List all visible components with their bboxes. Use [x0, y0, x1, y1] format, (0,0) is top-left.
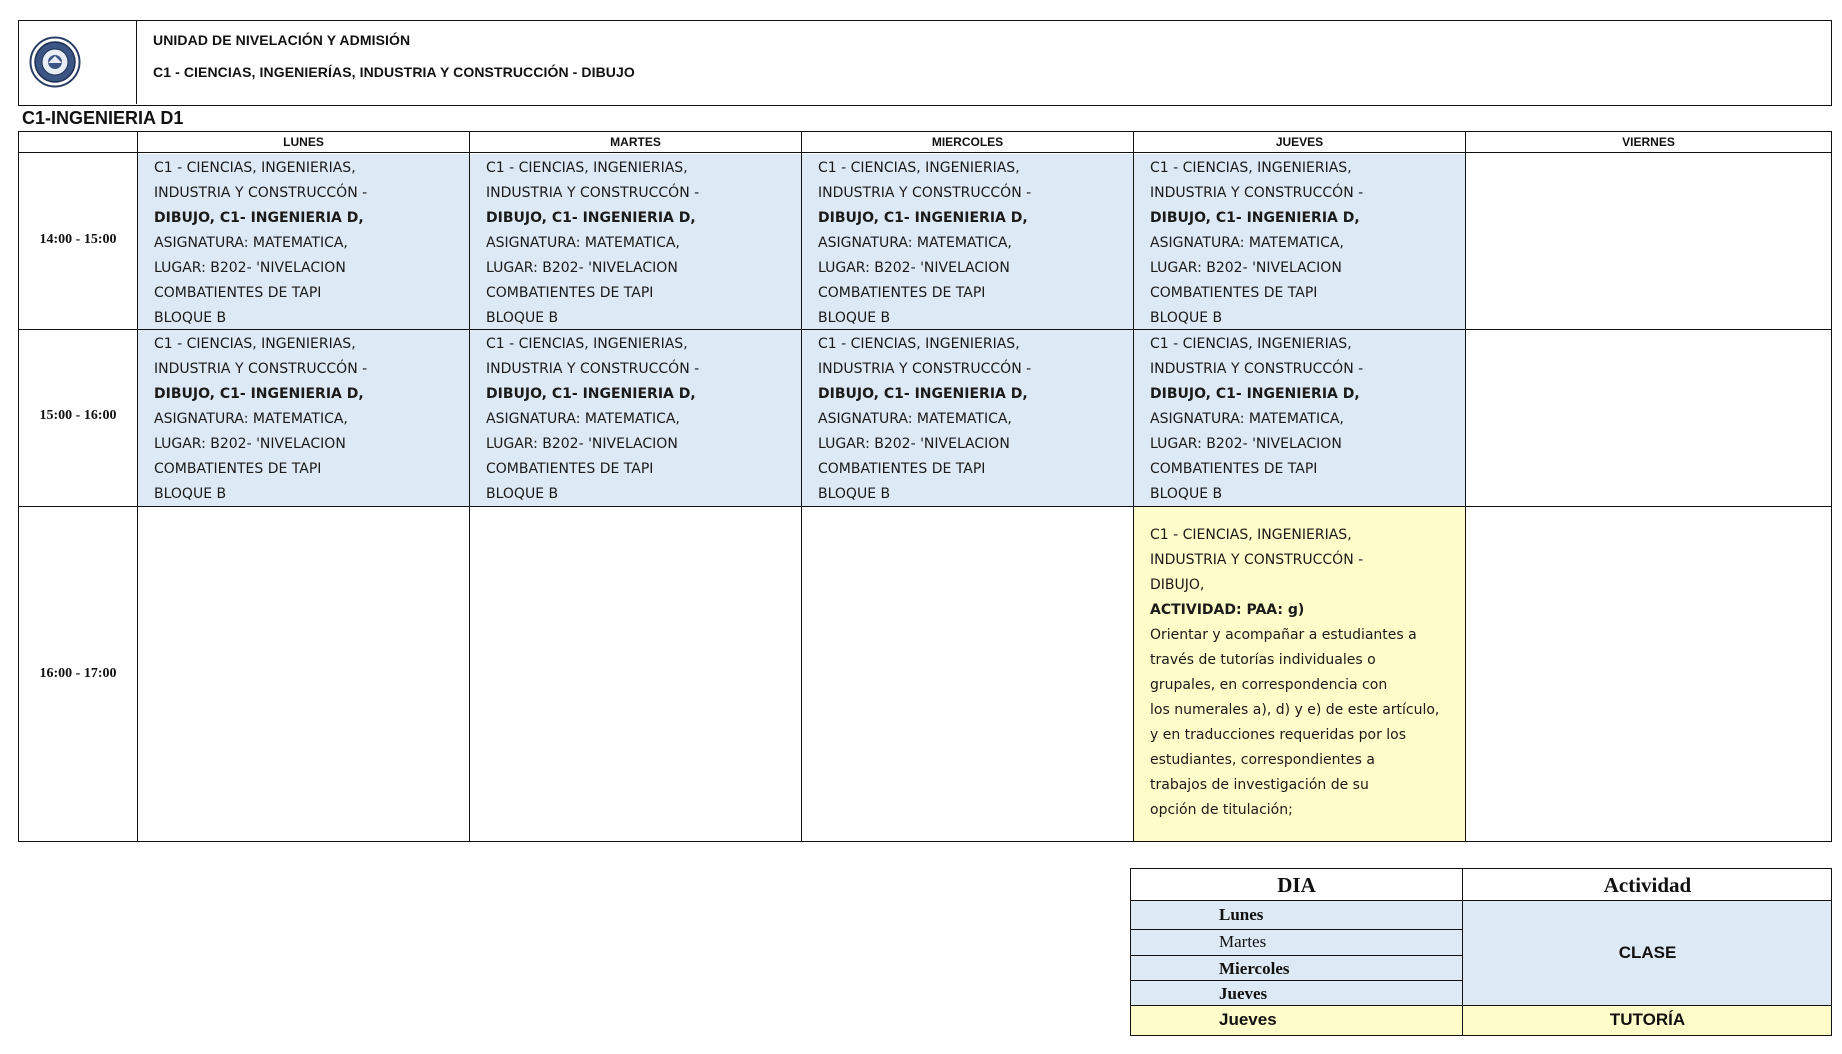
institution-name: UNIDAD DE NIVELACIÓN Y ADMISIÓN	[153, 32, 411, 48]
university-seal-icon	[29, 36, 81, 88]
legend-divider	[1131, 900, 1831, 901]
day-header-jueves: JUEVES	[1275, 135, 1324, 149]
day-header-lunes: LUNES	[283, 135, 324, 149]
legend-divider	[1131, 929, 1462, 930]
logo-cell	[19, 21, 137, 104]
class-cell-martes-14: C1 - CIENCIAS, INGENIERIAS, INDUSTRIA Y CONSTRUCCÓN - DIBUJO, C1- INGENIERIA D, ASIGNATURA: MATEMATICA, LUGAR: B202- 'NIVELACION COMBATIENTES DE TAPI BLOQUE B	[470, 154, 801, 329]
grid-line	[19, 506, 1831, 507]
legend-day-jueves: Jueves	[1219, 984, 1268, 1003]
program-name: C1 - CIENCIAS, INGENIERÍAS, INDUSTRIA Y CONSTRUCCIÓN - DIBUJO	[153, 64, 635, 80]
grid-line	[1133, 132, 1134, 841]
class-cell-martes-15: C1 - CIENCIAS, INGENIERIAS, INDUSTRIA Y CONSTRUCCÓN - DIBUJO, C1- INGENIERIA D, ASIGNATURA: MATEMATICA, LUGAR: B202- 'NIVELACION COMBATIENTES DE TAPI BLOQUE B	[470, 330, 801, 506]
group-title: C1-INGENIERIA D1	[22, 108, 184, 128]
legend-day-lunes: Lunes	[1219, 905, 1264, 924]
class-cell-miercoles-15: C1 - CIENCIAS, INGENIERIAS, INDUSTRIA Y CONSTRUCCÓN - DIBUJO, C1- INGENIERIA D, ASIGNATURA: MATEMATICA, LUGAR: B202- 'NIVELACION COMBATIENTES DE TAPI BLOQUE B	[802, 330, 1133, 506]
legend-header-dia: DIA	[1277, 873, 1316, 897]
time-slot-15: 15:00 - 16:00	[39, 408, 117, 423]
class-cell-lunes-15: C1 - CIENCIAS, INGENIERIAS, INDUSTRIA Y CONSTRUCCÓN - DIBUJO, C1- INGENIERIA D, ASIGNATURA: MATEMATICA, LUGAR: B202- 'NIVELACION COMBATIENTES DE TAPI BLOQUE B	[138, 330, 469, 506]
schedule-table	[18, 131, 1832, 842]
grid-line	[1465, 132, 1466, 841]
grid-line	[801, 132, 802, 841]
day-header-miercoles: MIERCOLES	[931, 135, 1004, 149]
tutoria-cell-jueves-16: C1 - CIENCIAS, INGENIERIAS, INDUSTRIA Y CONSTRUCCÓN - DIBUJO, ACTIVIDAD: PAA: g) Orientar y acompañar a estudiantes a través de tutorías individuales o grupales, en correspondencia con los numerales a), d) y e) de este artículo, y en traducciones requeridas por los estudiantes, correspondientes a trabajos de investigación de su opción de titulación;	[1134, 507, 1465, 841]
class-cell-jueves-15: C1 - CIENCIAS, INGENIERIAS, INDUSTRIA Y CONSTRUCCÓN - DIBUJO, C1- INGENIERIA D, ASIGNATURA: MATEMATICA, LUGAR: B202- 'NIVELACION COMBATIENTES DE TAPI BLOQUE B	[1134, 330, 1465, 506]
time-slot-16: 16:00 - 17:00	[39, 666, 117, 681]
time-slot-14: 14:00 - 15:00	[39, 232, 117, 247]
legend-activity-tutoria: TUTORÍA	[1609, 1010, 1686, 1029]
legend-table	[1130, 868, 1832, 1036]
legend-header-actividad: Actividad	[1603, 873, 1692, 897]
legend-day-martes: Martes	[1219, 932, 1267, 951]
grid-line	[469, 132, 470, 841]
grid-line	[19, 329, 1831, 330]
grid-line	[137, 132, 138, 841]
legend-divider	[1131, 955, 1462, 956]
legend-divider	[1131, 980, 1462, 981]
class-cell-lunes-14: C1 - CIENCIAS, INGENIERIAS, INDUSTRIA Y CONSTRUCCÓN - DIBUJO, C1- INGENIERIA D, ASIGNATURA: MATEMATICA, LUGAR: B202- 'NIVELACION COMBATIENTES DE TAPI BLOQUE B	[138, 154, 469, 329]
class-cell-miercoles-14: C1 - CIENCIAS, INGENIERIAS, INDUSTRIA Y CONSTRUCCÓN - DIBUJO, C1- INGENIERIA D, ASIGNATURA: MATEMATICA, LUGAR: B202- 'NIVELACION COMBATIENTES DE TAPI BLOQUE B	[802, 154, 1133, 329]
legend-activity-clase: CLASE	[1618, 943, 1677, 962]
document-header	[18, 20, 1832, 106]
legend-divider	[1131, 1005, 1831, 1006]
class-cell-jueves-14: C1 - CIENCIAS, INGENIERIAS, INDUSTRIA Y CONSTRUCCÓN - DIBUJO, C1- INGENIERIA D, ASIGNATURA: MATEMATICA, LUGAR: B202- 'NIVELACION COMBATIENTES DE TAPI BLOQUE B	[1134, 154, 1465, 329]
legend-day-miercoles: Miercoles	[1219, 959, 1290, 978]
day-header-martes: MARTES	[610, 135, 661, 149]
day-header-viernes: VIERNES	[1622, 135, 1675, 149]
legend-day-jueves-tutoria: Jueves	[1219, 1010, 1277, 1029]
